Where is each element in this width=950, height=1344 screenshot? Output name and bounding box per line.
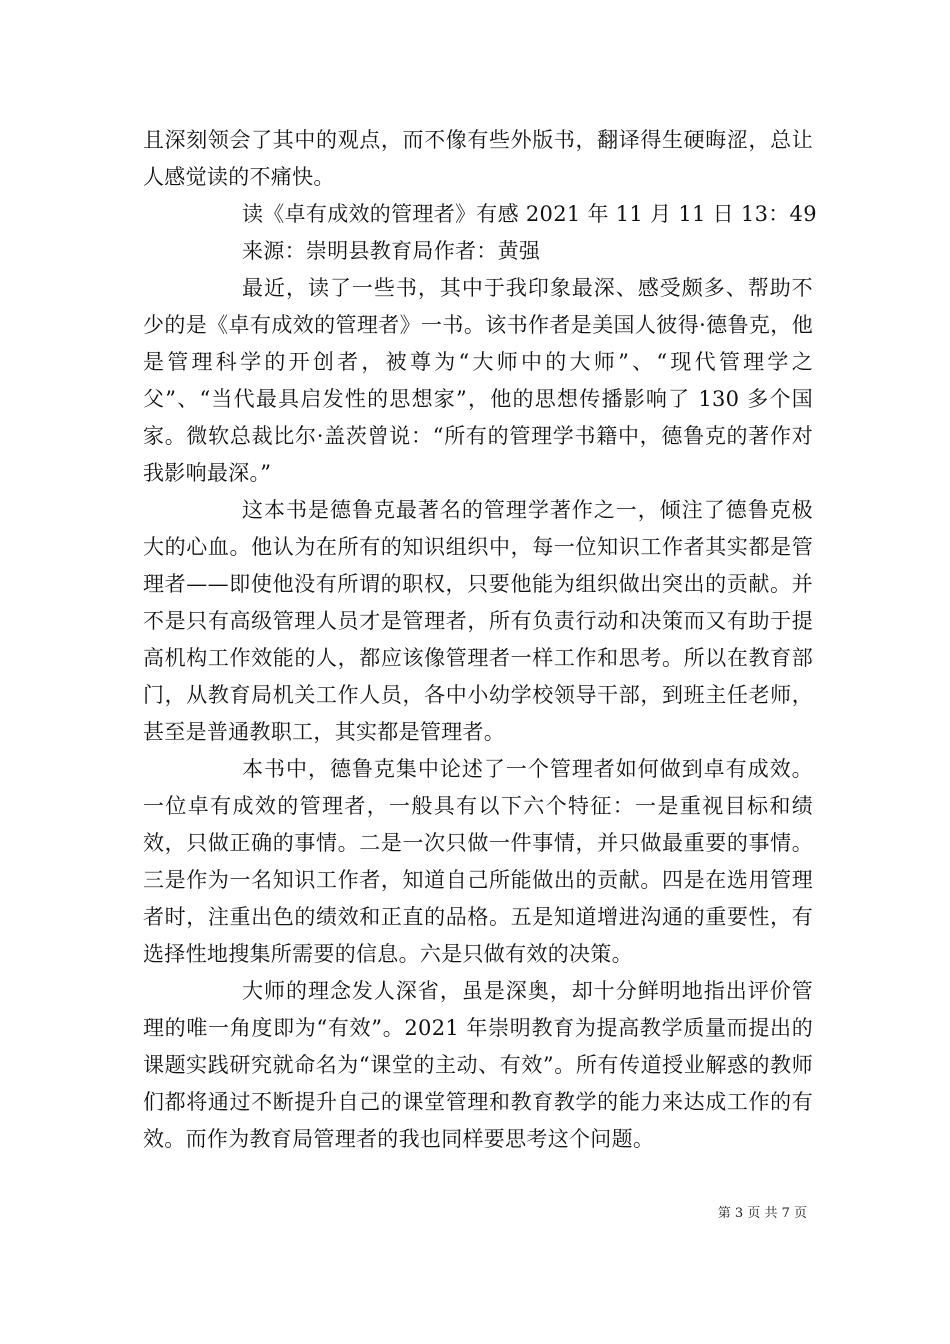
document-body — [143, 122, 817, 1158]
body-paragraph-3: 本书中，德鲁克集中论述了一个管理者如何做到卓有成效。一位卓有成效的管理者，一般具有以下六个特征：一是重视目标和绩效，只做正确的事情。二是一次只做一件事情，并只做最重要的事情。三是作为一名知识工作者，知道自己所能做出的贡献。四是在选用管理者时，注重出色的绩效和正直的品格。五是知道增进沟通的重要性，有选择性地搜集所需要的信息。六是只做有效的决策。 — [143, 757, 813, 966]
body-paragraph-2: 这本书是德鲁克最著名的管理学著作之一，倾注了德鲁克极大的心血。他认为在所有的知识组织中，每一位知识工作者其实都是管理者——即使他没有所谓的职权，只要他能为组织做出突出的贡献。并不是只有高级管理人员才是管理者，所有负责行动和决策而又有助于提高机构工作效能的人，都应该像管理者一样工作和思考。所以在教育部门，从教育局机关工作人员，各中小幼学校领导干部，到班主任老师，甚至是普通教职工，其实都是管理者。 — [143, 498, 813, 744]
body-paragraph-1: 最近，读了一些书，其中于我印象最深、感受颇多、帮助不少的是《卓有成效的管理者》一书。该书作者是美国人彼得·德鲁克，他是管理科学的开创者，被尊为“大师中的大师”、“现代管理学之父”、“当代最具启发性的思想家”，他的思想传播影响了 130 多个国家。微软总裁比尔·盖茨曾说：“所有的管理学书籍中，德鲁克的著作对我影响最深。” — [143, 276, 813, 485]
continuation-paragraph: 且深刻领会了其中的观点，而不像有些外版书，翻译得生硬晦涩，总让人感觉读的不痛快。 — [143, 128, 813, 189]
article-source: 来源：崇明县教育局作者：黄强 — [242, 239, 541, 263]
article-title: 读《卓有成效的管理者》有感 2021 年 11 月 11 日 13：49 — [242, 202, 817, 226]
body-paragraph-4: 大师的理念发人深省，虽是深奥，却十分鲜明地指出评价管理的唯一角度即为“有效”。2021 年崇明教育为提高教学质量而提出的课题实践研究就命名为“课堂的主动、有效”。所有传道授业解惑的教师们都将通过不断提升自己的课堂管理和教育教学的能力来达成工作的有效。而作为教育局管理者的我也同样要思考这个问题。 — [143, 979, 813, 1151]
page-number: 第 3 页 共 7 页 — [717, 1206, 807, 1221]
